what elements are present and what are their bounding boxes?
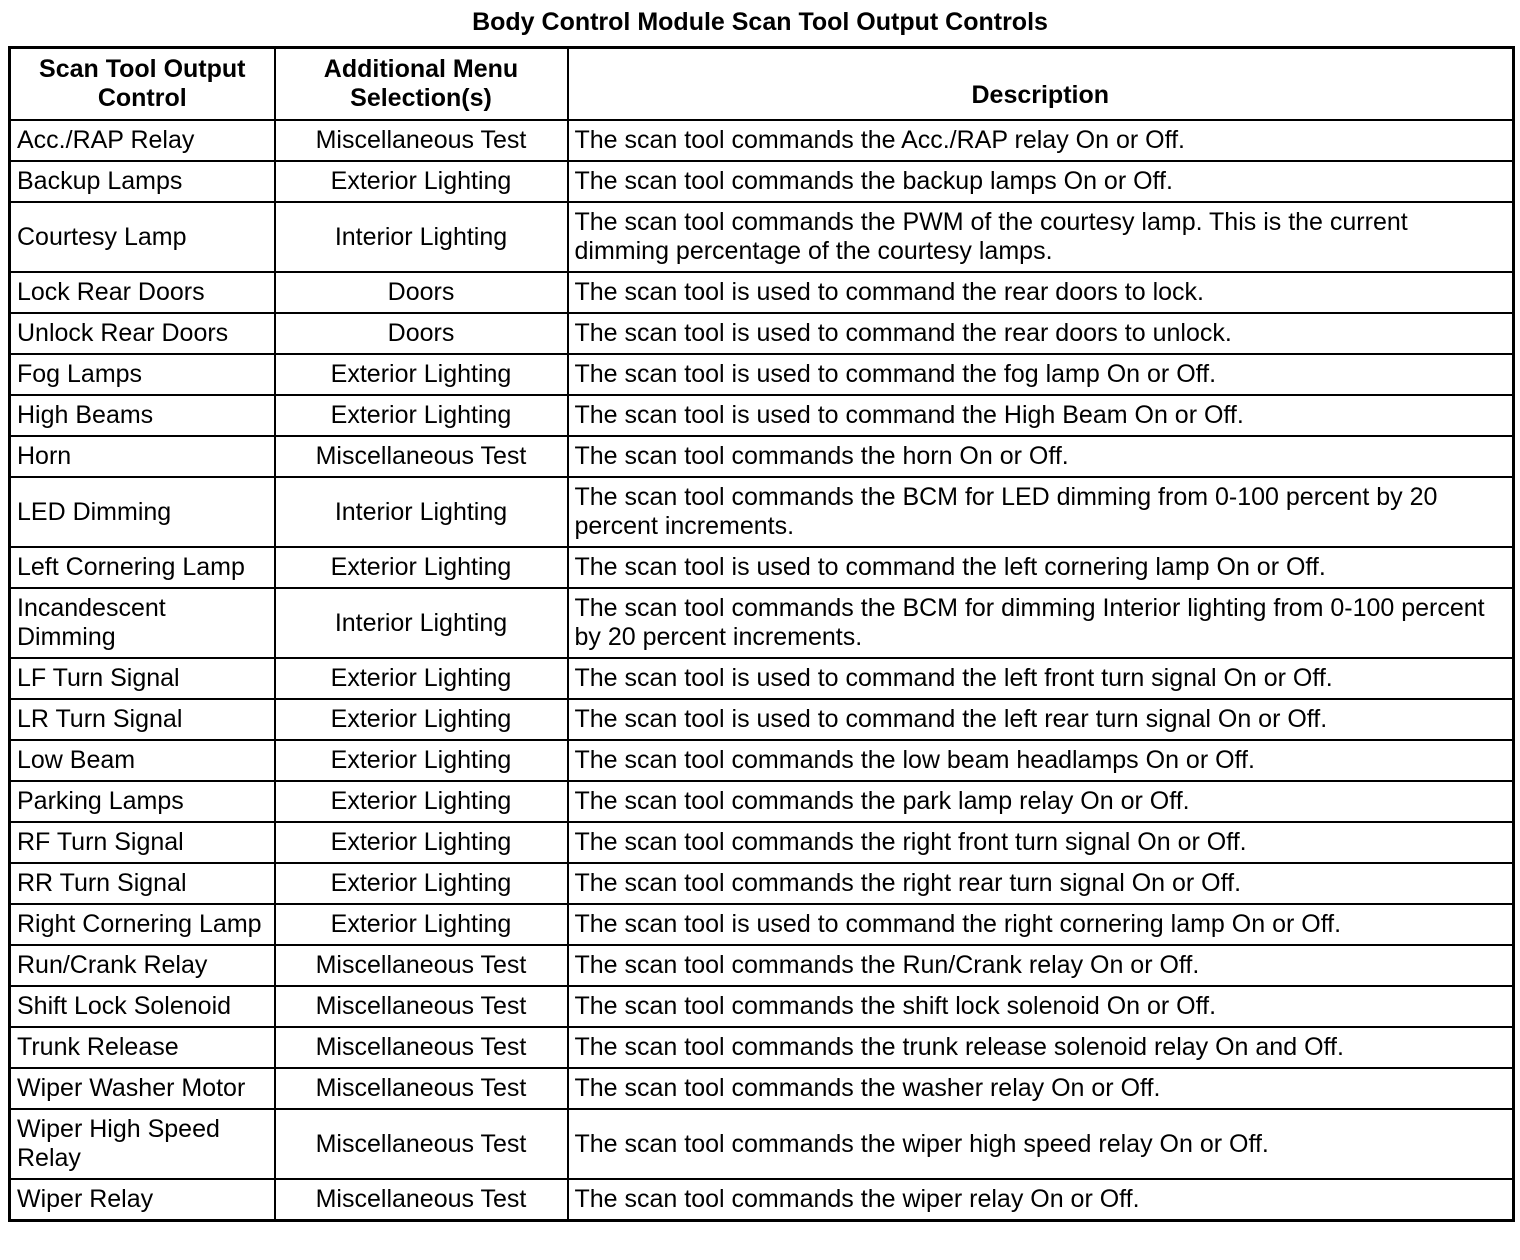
description-cell: The scan tool commands the BCM for dimming Interior lighting from 0-100 percent by 20 percent increments.	[568, 588, 1514, 658]
description-cell: The scan tool commands the trunk release solenoid relay On and Off.	[568, 1027, 1514, 1068]
description-cell: The scan tool is used to command the left front turn signal On or Off.	[568, 658, 1514, 699]
control-cell: LR Turn Signal	[10, 699, 275, 740]
menu-cell: Miscellaneous Test	[275, 120, 568, 161]
table-row	[10, 822, 1514, 863]
description-cell: The scan tool commands the BCM for LED dimming from 0-100 percent by 20 percent increments.	[568, 477, 1514, 547]
control-cell: RR Turn Signal	[10, 863, 275, 904]
menu-cell: Miscellaneous Test	[275, 1109, 568, 1179]
table-row	[10, 740, 1514, 781]
menu-cell: Exterior Lighting	[275, 658, 568, 699]
table-row	[10, 202, 1514, 272]
control-cell: LF Turn Signal	[10, 658, 275, 699]
table-row	[10, 1068, 1514, 1109]
menu-cell: Doors	[275, 313, 568, 354]
table-row	[10, 781, 1514, 822]
table-row	[10, 588, 1514, 658]
menu-cell: Interior Lighting	[275, 202, 568, 272]
description-cell: The scan tool commands the washer relay On or Off.	[568, 1068, 1514, 1109]
table-row	[10, 904, 1514, 945]
menu-cell: Exterior Lighting	[275, 354, 568, 395]
control-cell: Wiper High Speed Relay	[10, 1109, 275, 1179]
table-row	[10, 986, 1514, 1027]
control-cell: Courtesy Lamp	[10, 202, 275, 272]
control-cell: Parking Lamps	[10, 781, 275, 822]
table-row	[10, 436, 1514, 477]
control-cell: RF Turn Signal	[10, 822, 275, 863]
menu-cell: Exterior Lighting	[275, 904, 568, 945]
table-row	[10, 272, 1514, 313]
menu-cell: Exterior Lighting	[275, 822, 568, 863]
description-cell: The scan tool is used to command the rear doors to unlock.	[568, 313, 1514, 354]
table-row	[10, 161, 1514, 202]
table-row	[10, 313, 1514, 354]
menu-cell: Exterior Lighting	[275, 699, 568, 740]
control-cell: LED Dimming	[10, 477, 275, 547]
menu-cell: Exterior Lighting	[275, 863, 568, 904]
menu-cell: Doors	[275, 272, 568, 313]
control-cell: Run/Crank Relay	[10, 945, 275, 986]
description-cell: The scan tool is used to command the fog lamp On or Off.	[568, 354, 1514, 395]
control-cell: Low Beam	[10, 740, 275, 781]
table-row	[10, 1109, 1514, 1179]
scan-tool-output-controls-table	[8, 46, 1515, 1222]
description-cell: The scan tool commands the PWM of the courtesy lamp. This is the current dimming percentage of the courtesy lamps.	[568, 202, 1514, 272]
menu-cell: Miscellaneous Test	[275, 436, 568, 477]
control-cell: Lock Rear Doors	[10, 272, 275, 313]
page-title: Body Control Module Scan Tool Output Controls	[472, 8, 1048, 36]
column-header-description: Description	[568, 48, 1514, 121]
description-cell: The scan tool commands the park lamp relay On or Off.	[568, 781, 1514, 822]
menu-cell: Exterior Lighting	[275, 781, 568, 822]
table-row	[10, 395, 1514, 436]
table-header-row	[10, 48, 1514, 121]
description-cell: The scan tool commands the Acc./RAP relay On or Off.	[568, 120, 1514, 161]
menu-cell: Exterior Lighting	[275, 547, 568, 588]
description-cell: The scan tool is used to command the right cornering lamp On or Off.	[568, 904, 1514, 945]
menu-cell: Exterior Lighting	[275, 740, 568, 781]
control-cell: High Beams	[10, 395, 275, 436]
control-cell: Horn	[10, 436, 275, 477]
description-cell: The scan tool commands the right rear turn signal On or Off.	[568, 863, 1514, 904]
control-cell: Shift Lock Solenoid	[10, 986, 275, 1027]
menu-cell: Exterior Lighting	[275, 395, 568, 436]
menu-cell: Miscellaneous Test	[275, 986, 568, 1027]
control-cell: Wiper Washer Motor	[10, 1068, 275, 1109]
table-row	[10, 1027, 1514, 1068]
description-cell: The scan tool commands the right front turn signal On or Off.	[568, 822, 1514, 863]
menu-cell: Miscellaneous Test	[275, 1027, 568, 1068]
table-row	[10, 547, 1514, 588]
table-row	[10, 945, 1514, 986]
description-cell: The scan tool commands the backup lamps On or Off.	[568, 161, 1514, 202]
description-cell: The scan tool is used to command the left cornering lamp On or Off.	[568, 547, 1514, 588]
menu-cell: Interior Lighting	[275, 588, 568, 658]
menu-cell: Miscellaneous Test	[275, 1068, 568, 1109]
table-row	[10, 699, 1514, 740]
menu-cell: Exterior Lighting	[275, 161, 568, 202]
menu-cell: Miscellaneous Test	[275, 1179, 568, 1221]
table-row	[10, 477, 1514, 547]
menu-cell: Interior Lighting	[275, 477, 568, 547]
table-row	[10, 658, 1514, 699]
table-row	[10, 1179, 1514, 1221]
control-cell: Left Cornering Lamp	[10, 547, 275, 588]
table-row	[10, 863, 1514, 904]
control-cell: Right Cornering Lamp	[10, 904, 275, 945]
description-cell: The scan tool commands the low beam headlamps On or Off.	[568, 740, 1514, 781]
control-cell: Acc./RAP Relay	[10, 120, 275, 161]
menu-cell: Miscellaneous Test	[275, 945, 568, 986]
description-cell: The scan tool commands the shift lock solenoid On or Off.	[568, 986, 1514, 1027]
description-cell: The scan tool commands the horn On or Off.	[568, 436, 1514, 477]
column-header-additional-menu-selections: Additional Menu Selection(s)	[275, 48, 568, 121]
table-row	[10, 354, 1514, 395]
control-cell: Backup Lamps	[10, 161, 275, 202]
column-header-scan-tool-output-control: Scan Tool Output Control	[10, 48, 275, 121]
table-row	[10, 120, 1514, 161]
control-cell: Unlock Rear Doors	[10, 313, 275, 354]
control-cell: Fog Lamps	[10, 354, 275, 395]
description-cell: The scan tool commands the Run/Crank relay On or Off.	[568, 945, 1514, 986]
control-cell: Wiper Relay	[10, 1179, 275, 1221]
control-cell: Trunk Release	[10, 1027, 275, 1068]
description-cell: The scan tool commands the wiper relay On or Off.	[568, 1179, 1514, 1221]
table-body	[10, 120, 1514, 1221]
description-cell: The scan tool is used to command the High Beam On or Off.	[568, 395, 1514, 436]
description-cell: The scan tool is used to command the left rear turn signal On or Off.	[568, 699, 1514, 740]
description-cell: The scan tool is used to command the rear doors to lock.	[568, 272, 1514, 313]
description-cell: The scan tool commands the wiper high speed relay On or Off.	[568, 1109, 1514, 1179]
control-cell: Incandescent Dimming	[10, 588, 275, 658]
